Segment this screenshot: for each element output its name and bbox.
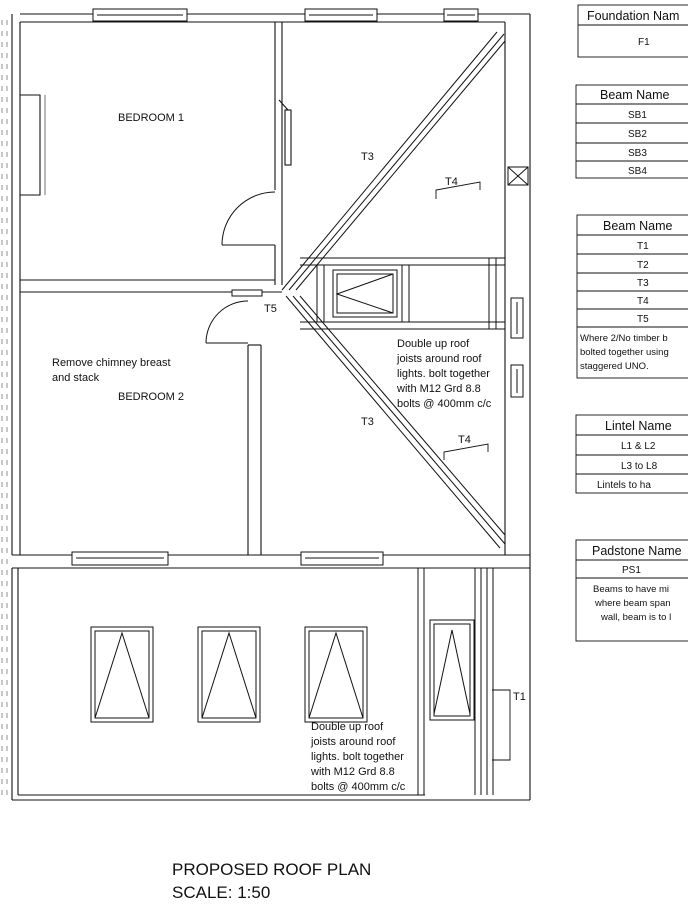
table-cell: F1 xyxy=(638,37,650,48)
table-note: where beam span xyxy=(595,598,671,609)
note-line: bolts @ 400mm c/c xyxy=(311,781,406,793)
table-cell: SB3 xyxy=(628,148,647,159)
note-line: lights. bolt together xyxy=(397,368,490,380)
chimney-note-line-1: Remove chimney breast xyxy=(52,357,171,369)
padstone-schedule xyxy=(592,544,682,623)
table-note: Beams to have mi xyxy=(593,584,670,595)
table-note: bolted together using xyxy=(580,347,669,358)
foundation-schedule xyxy=(587,9,679,48)
table-header: Padstone Name xyxy=(592,544,682,558)
drawing-scale: SCALE: 1:50 xyxy=(172,883,271,902)
note-double-up-roof-2 xyxy=(310,721,406,793)
table-note: wall, beam is to l xyxy=(601,612,672,623)
mid-windows xyxy=(72,552,383,565)
table-note: staggered UNO. xyxy=(580,361,649,372)
tag-t4-lower: T4 xyxy=(458,434,471,446)
table-note: Where 2/No timber b xyxy=(580,333,668,344)
top-windows xyxy=(93,9,478,21)
tag-t5: T5 xyxy=(264,303,277,315)
table-header: Lintel Name xyxy=(605,419,672,433)
table-header: Beam Name xyxy=(603,219,673,233)
table-header: Foundation Nam xyxy=(587,9,680,23)
note-line: lights. bolt together xyxy=(311,751,404,763)
table-cell: SB1 xyxy=(628,110,647,121)
table-cell: L1 & L2 xyxy=(621,441,656,452)
note-line: joists around roof xyxy=(397,353,482,365)
note-line: with M12 Grd 8.8 xyxy=(397,383,481,395)
interior-walls xyxy=(20,22,291,555)
drawing-title: PROPOSED ROOF PLAN xyxy=(172,860,372,879)
note-line: Double up roof xyxy=(311,721,384,733)
table-cell: T5 xyxy=(637,314,649,325)
left-dashed-lines xyxy=(2,20,7,800)
note-line: with M12 Grd 8.8 xyxy=(311,766,395,778)
right-windows xyxy=(508,167,528,397)
table-cell: T2 xyxy=(637,260,649,271)
timber-beam-schedule xyxy=(580,219,673,372)
table-header: Beam Name xyxy=(600,88,670,102)
table-cell: SB4 xyxy=(628,166,647,177)
tag-t3-upper: T3 xyxy=(361,151,374,163)
door-swings xyxy=(206,192,275,343)
steel-beam-schedule xyxy=(600,88,670,177)
table-cell: L3 to L8 xyxy=(621,461,658,472)
table-cell: Lintels to ha xyxy=(597,480,651,491)
room-label-bedroom-1: BEDROOM 1 xyxy=(118,112,185,124)
note-line: bolts @ 400mm c/c xyxy=(397,398,492,410)
room-label-bedroom-2: BEDROOM 2 xyxy=(118,391,185,403)
note-line: joists around roof xyxy=(311,736,396,748)
note-double-up-roof-1 xyxy=(396,338,492,410)
table-cell: T3 xyxy=(637,278,649,289)
table-cell: T4 xyxy=(637,296,649,307)
tag-t1: T1 xyxy=(513,691,526,703)
chimney-note-line-2: and stack xyxy=(52,372,100,384)
tag-t4-upper: T4 xyxy=(445,176,458,188)
note-line: Double up roof xyxy=(397,338,470,350)
roof-light-hip xyxy=(333,270,397,317)
extension-roof-lights xyxy=(91,620,474,722)
table-cell: T1 xyxy=(637,241,649,252)
table-cell: PS1 xyxy=(622,565,641,576)
tag-t3-lower: T3 xyxy=(361,416,374,428)
table-cell: SB2 xyxy=(628,129,647,140)
